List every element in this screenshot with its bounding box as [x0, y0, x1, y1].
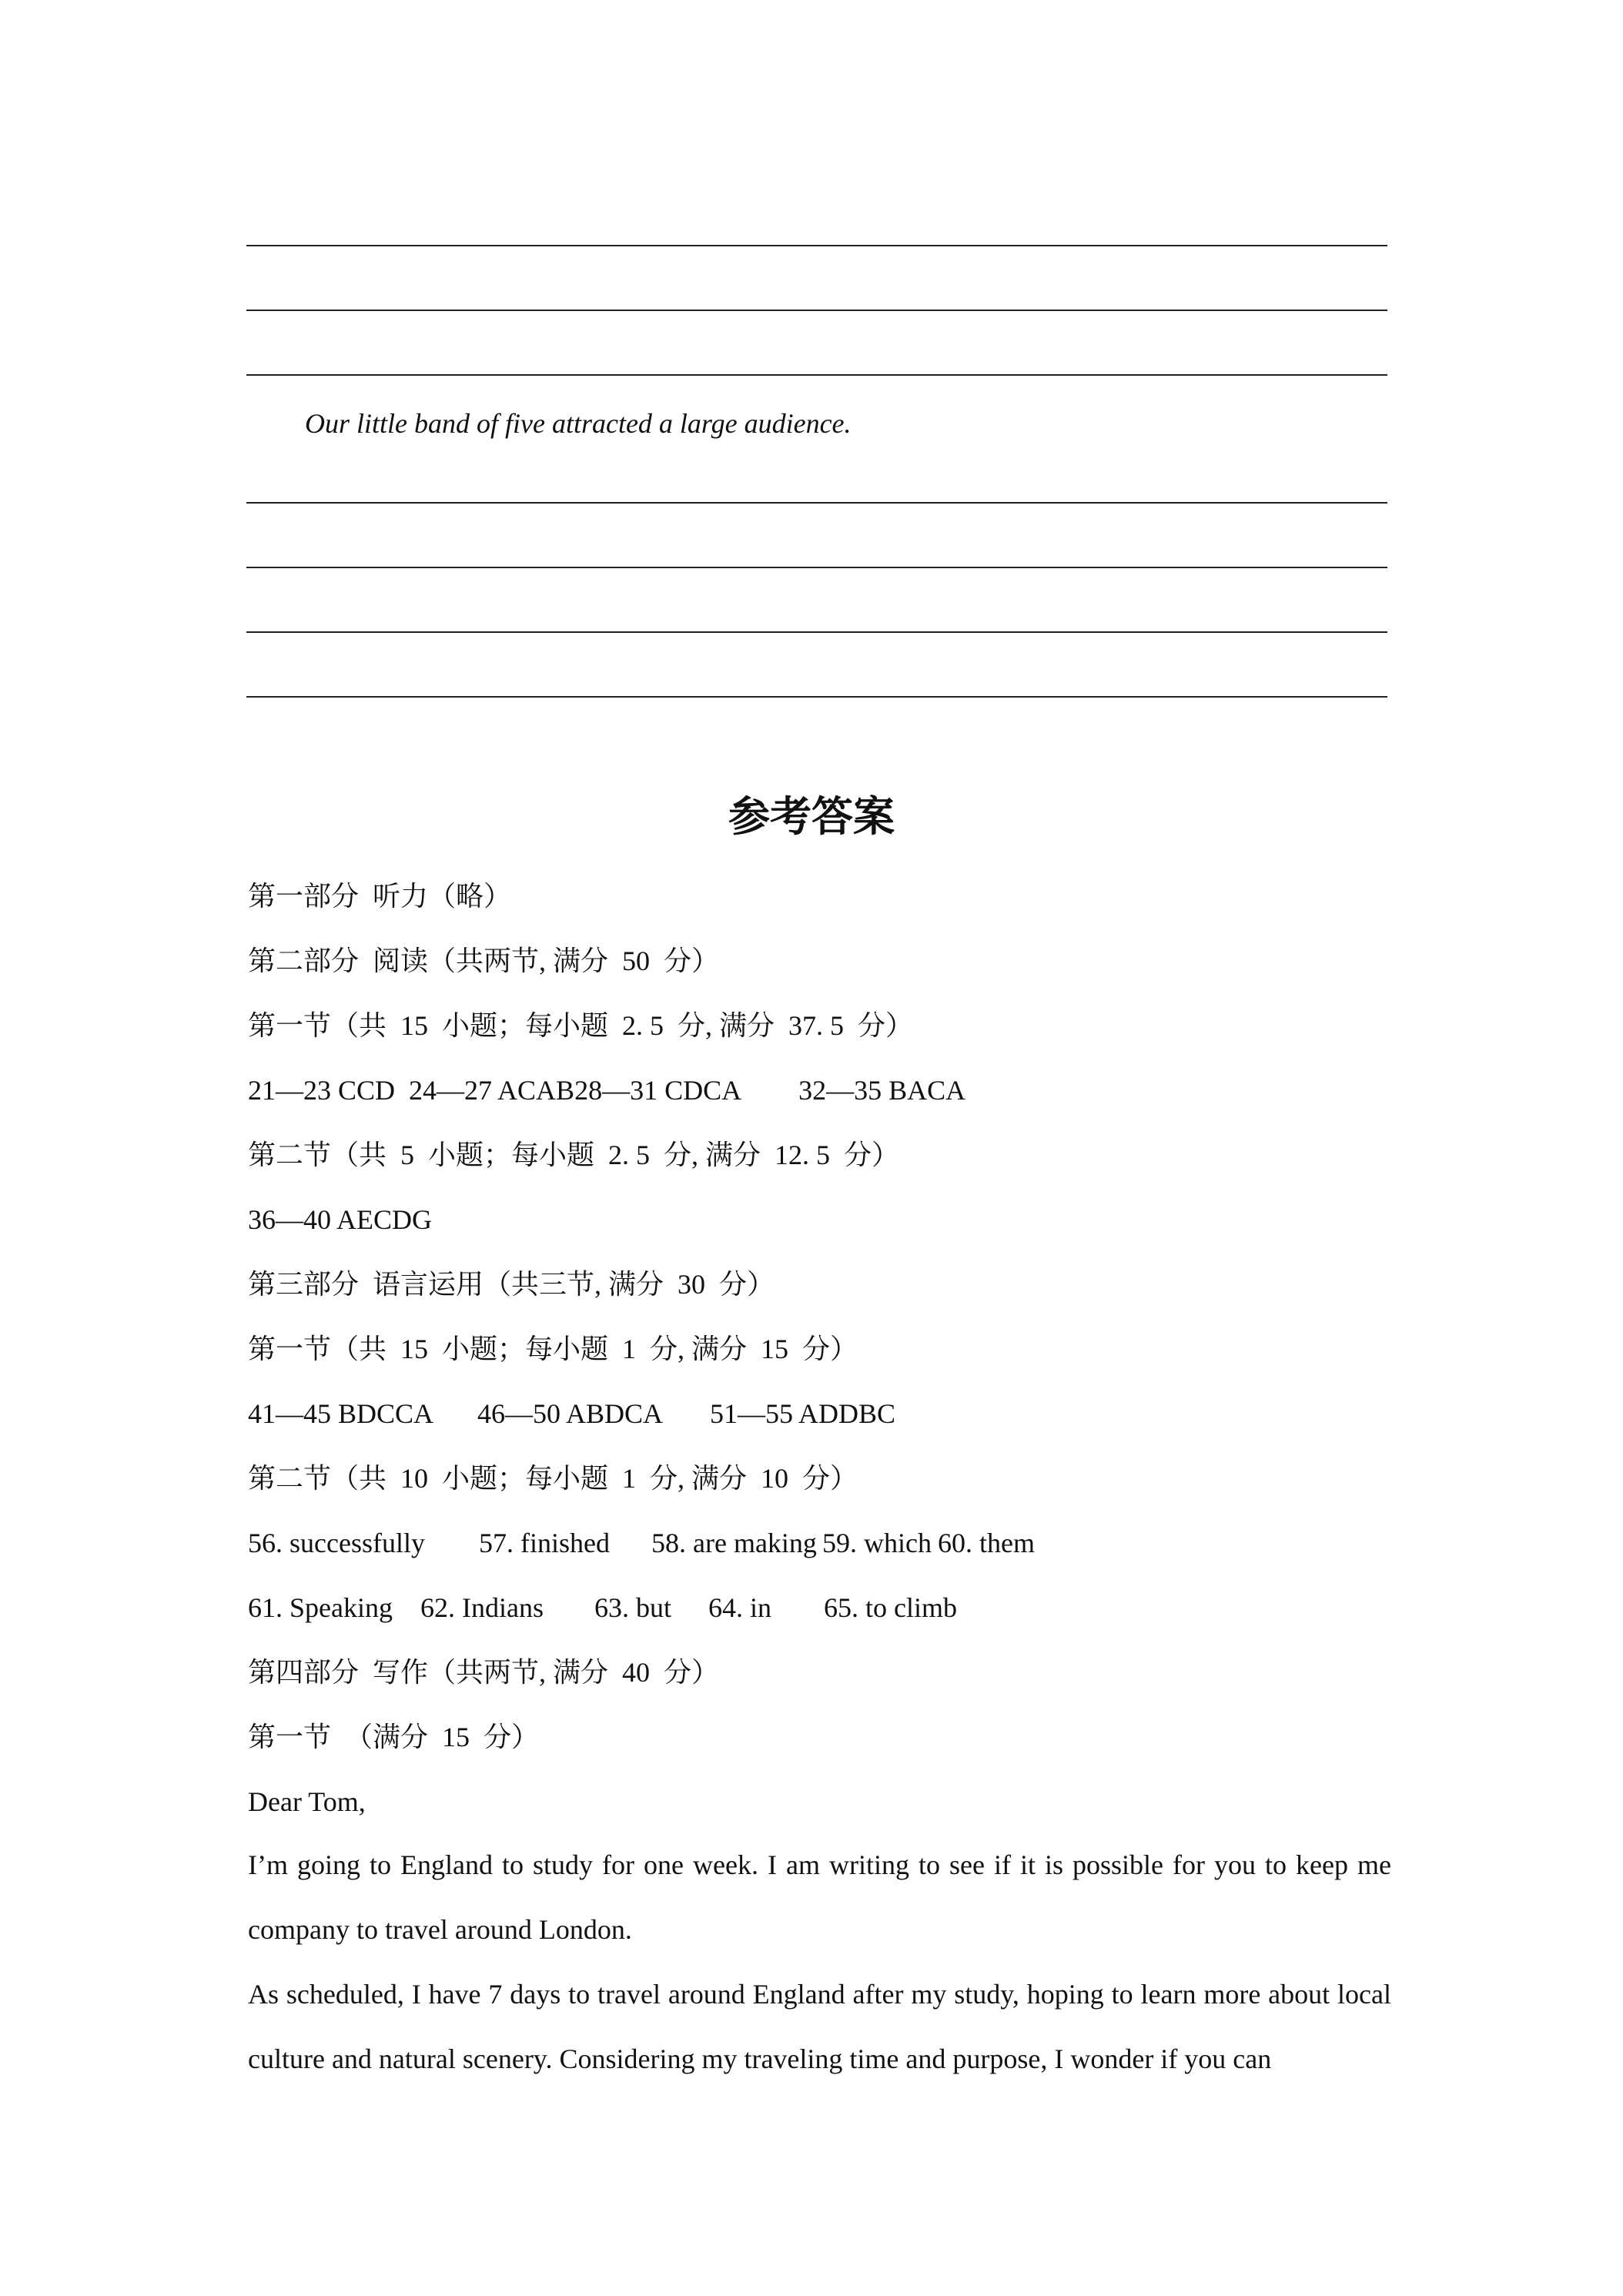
part2-section1-heading: 第一节（共 15 小题；每小题 2. 5 分, 满分 37. 5 分）	[248, 1010, 914, 1041]
writing-line	[246, 502, 1387, 504]
answer-item: 56. successfully	[248, 1528, 425, 1558]
part4-section1-heading: 第一节 （满分 15 分）	[248, 1722, 540, 1752]
answer-item: 63. but	[594, 1592, 672, 1623]
answer-item: 61. Speaking	[248, 1592, 393, 1623]
answer-item: 58. are making	[651, 1528, 817, 1558]
answer-group: 46—50 ABDCA	[477, 1398, 664, 1429]
part2-heading: 第二部分 阅读（共两节, 满分 50 分）	[248, 946, 720, 976]
part1-heading: 第一部分 听力（略）	[248, 881, 512, 912]
answer-item: 57. finished	[479, 1528, 610, 1558]
part4-heading: 第四部分 写作（共两节, 满分 40 分）	[248, 1657, 720, 1688]
writing-line	[246, 696, 1387, 698]
part2-section1-answers	[248, 1073, 965, 1107]
answer-group: 28—31 CDCA	[574, 1075, 742, 1106]
part3-section2-heading: 第二节（共 10 小题；每小题 1 分, 满分 10 分）	[248, 1463, 858, 1494]
answer-item: 59. which	[822, 1528, 932, 1558]
writing-line	[246, 245, 1387, 246]
letter-paragraph: I’m going to England to study for one week. I am writing to see if it is possible for you to keep me company to travel around London.	[248, 1849, 1391, 1945]
part3-section1-heading: 第一节（共 15 小题；每小题 1 分, 满分 15 分）	[248, 1334, 858, 1364]
answer-item: 65. to climb	[824, 1592, 957, 1623]
part2-section2-heading: 第二节（共 5 小题；每小题 2. 5 分, 满分 12. 5 分）	[248, 1140, 900, 1170]
answer-item: 64. in	[708, 1592, 772, 1623]
part2-section2-answers: 36—40 AECDG	[248, 1204, 433, 1235]
answer-group: 51—55 ADDBC	[710, 1398, 896, 1429]
writing-line	[246, 567, 1387, 568]
answer-key-title: 参考答案	[728, 792, 895, 841]
writing-line	[246, 374, 1387, 376]
writing-line	[246, 310, 1387, 311]
continuation-sentence: Our little band of five attracted a large audience.	[305, 408, 852, 439]
answer-item: 62. Indians	[420, 1592, 544, 1623]
answer-item: 60. them	[938, 1528, 1035, 1558]
letter-salutation: Dear Tom,	[248, 1786, 366, 1817]
part3-heading: 第三部分 语言运用（共三节, 满分 30 分）	[248, 1269, 775, 1300]
answer-group: 32—35 BACA	[798, 1075, 966, 1106]
answer-group: 21—23 CCD	[248, 1075, 396, 1106]
answer-group: 41—45 BDCCA	[248, 1398, 434, 1429]
letter-paragraph: As scheduled, I have 7 days to travel around England after my study, hoping to learn more about local culture and natural scenery. Considering my traveling time and purpose, I wonder if you can	[248, 1979, 1391, 2074]
writing-line	[246, 631, 1387, 633]
answer-group: 24—27 ACAB	[409, 1075, 575, 1106]
